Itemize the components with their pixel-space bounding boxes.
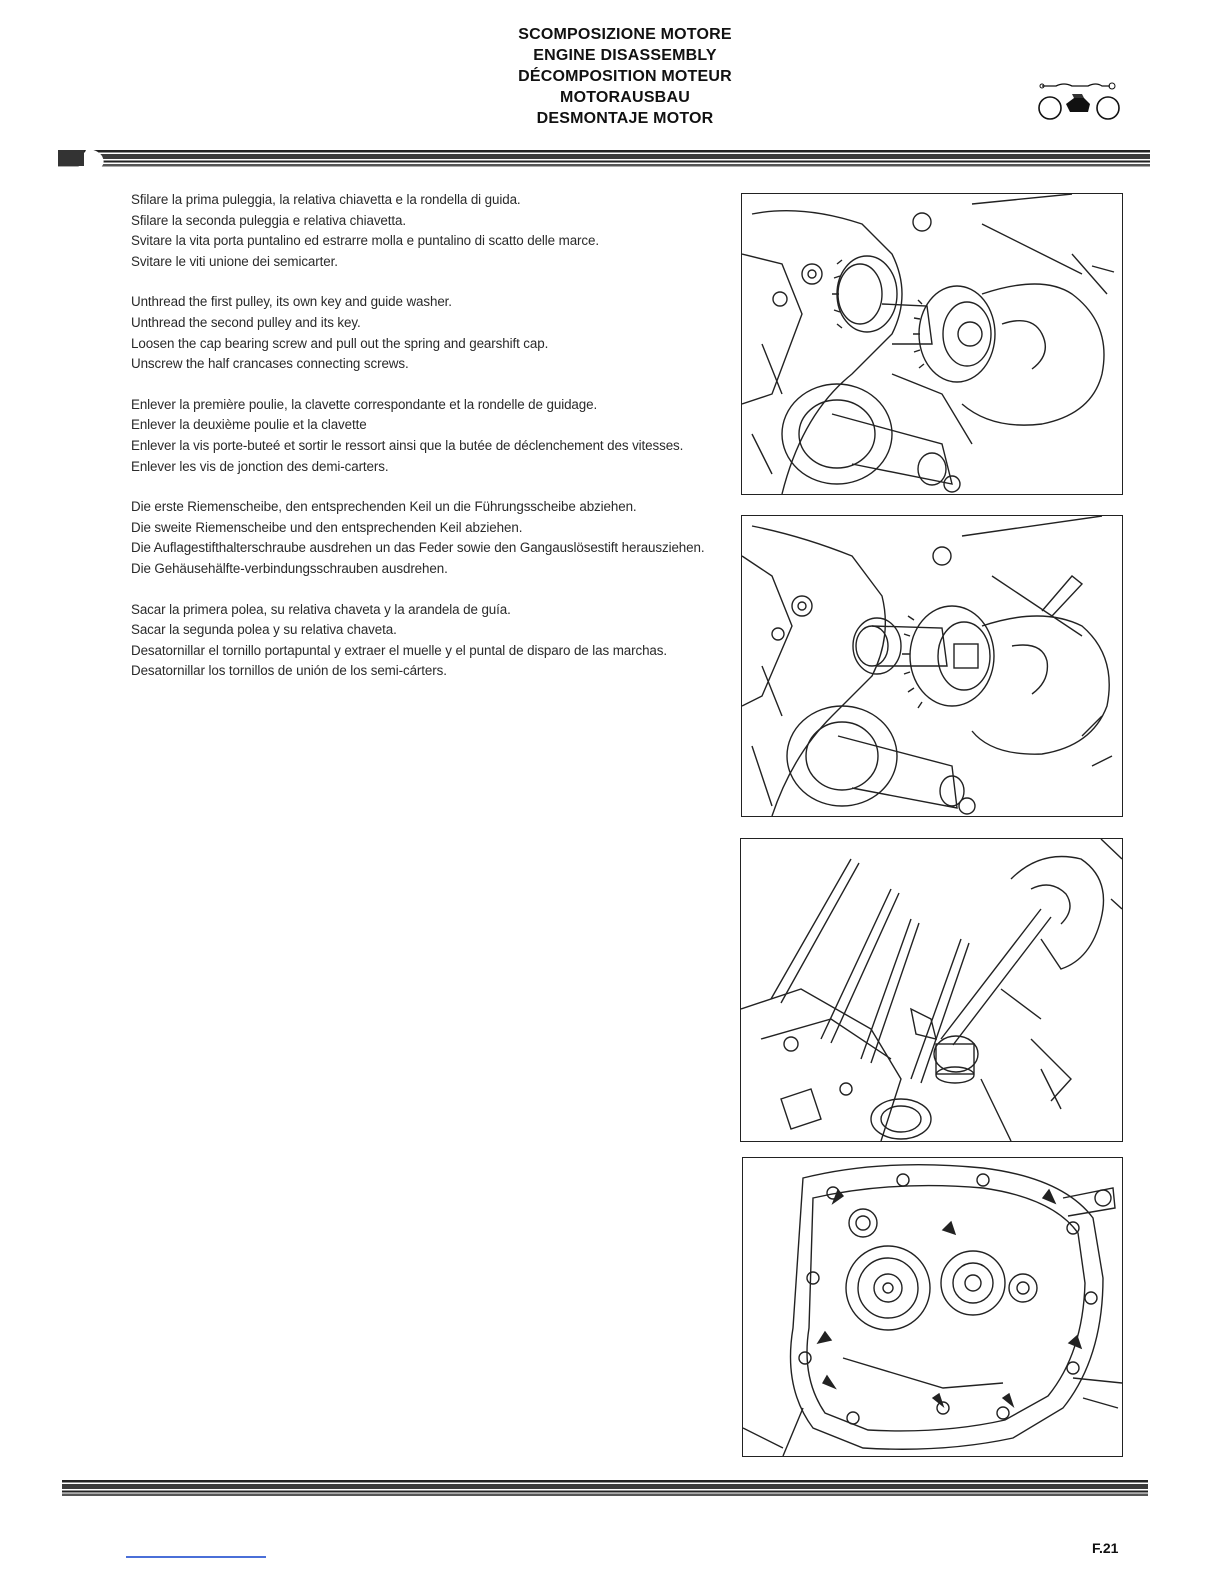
bottom-divider [62,1480,1148,1496]
instructions-spanish [131,600,721,682]
en-line: Unscrew the half crancases connecting screws. [131,356,409,372]
instructions-german [131,497,721,579]
instructions-french [131,395,721,477]
fr-line: Enlever la deuxième poulie et la clavette [131,417,367,433]
it-line: Sfilare la seconda puleggia e relativa chiavetta. [131,212,406,228]
en-line: Unthread the second pulley and its key. [131,314,361,330]
it-line: Sfilare la prima puleggia, la relativa chiavetta e la rondella di guida. [131,192,521,207]
de-line: Die Gehäusehälfte-verbindungsschrauben ausdrehen. [131,560,448,576]
es-line: Desatornillar el tornillo portapuntal y extraer el muelle y el puntal de disparo de las marchas. [131,642,667,658]
page-title-block [470,24,780,129]
figure-unscrew-spring-cap [740,838,1123,1142]
instructions-text [131,190,721,702]
page-number: F.21 [1092,1540,1119,1556]
de-line: Die Auflagestifthalterschraube ausdrehen un das Feder sowie den Gangauslösestift herausziehen. [131,540,705,556]
instructions-italian [131,190,721,272]
fr-line: Enlever la vis porte-buteé et sortir le ressort ainsi que la butée de déclenchement des vitesses. [131,437,684,453]
es-line: Sacar la segunda polea y su relativa chaveta. [131,622,397,638]
it-line: Svitare le viti unione dei semicarter. [131,253,338,269]
it-line: Svitare la vita porta puntalino ed estrarre molla e puntalino di scatto delle marce. [131,233,599,249]
top-divider [58,150,1150,168]
title-italian: SCOMPOSIZIONE MOTORE [518,26,732,43]
es-line: Sacar la primera polea, su relativa chaveta y la arandela de guía. [131,601,511,617]
en-line: Unthread the first pulley, its own key and guide washer. [131,294,452,310]
motorcycle-engine-icon [1036,80,1124,122]
es-line: Desatornillar los tornillos de unión de los semi-cárters. [131,663,447,679]
de-line: Die erste Riemenscheibe, den entsprechenden Keil un die Führungsscheibe abziehen. [131,499,637,515]
en-line: Loosen the cap bearing screw and pull out the spring and gearshift cap. [131,335,549,351]
fr-line: Enlever les vis de jonction des demi-carters. [131,458,389,474]
title-french: DÉCOMPOSITION MOTEUR [518,68,732,85]
instructions-english [131,292,721,374]
fr-line: Enlever la première poulie, la clavette correspondante et la rondelle de guidage. [131,396,598,412]
de-line: Die sweite Riemenscheibe und den entsprechenden Keil abziehen. [131,519,523,535]
footer-underline [126,1556,266,1558]
title-german: MOTORAUSBAU [560,89,690,106]
figure-remove-second-pulley [741,515,1123,817]
figure-remove-first-pulley [741,193,1123,495]
title-spanish: DESMONTAJE MOTOR [536,110,714,127]
figure-crankcase-screws [742,1157,1123,1457]
title-english: ENGINE DISASSEMBLY [533,47,717,64]
